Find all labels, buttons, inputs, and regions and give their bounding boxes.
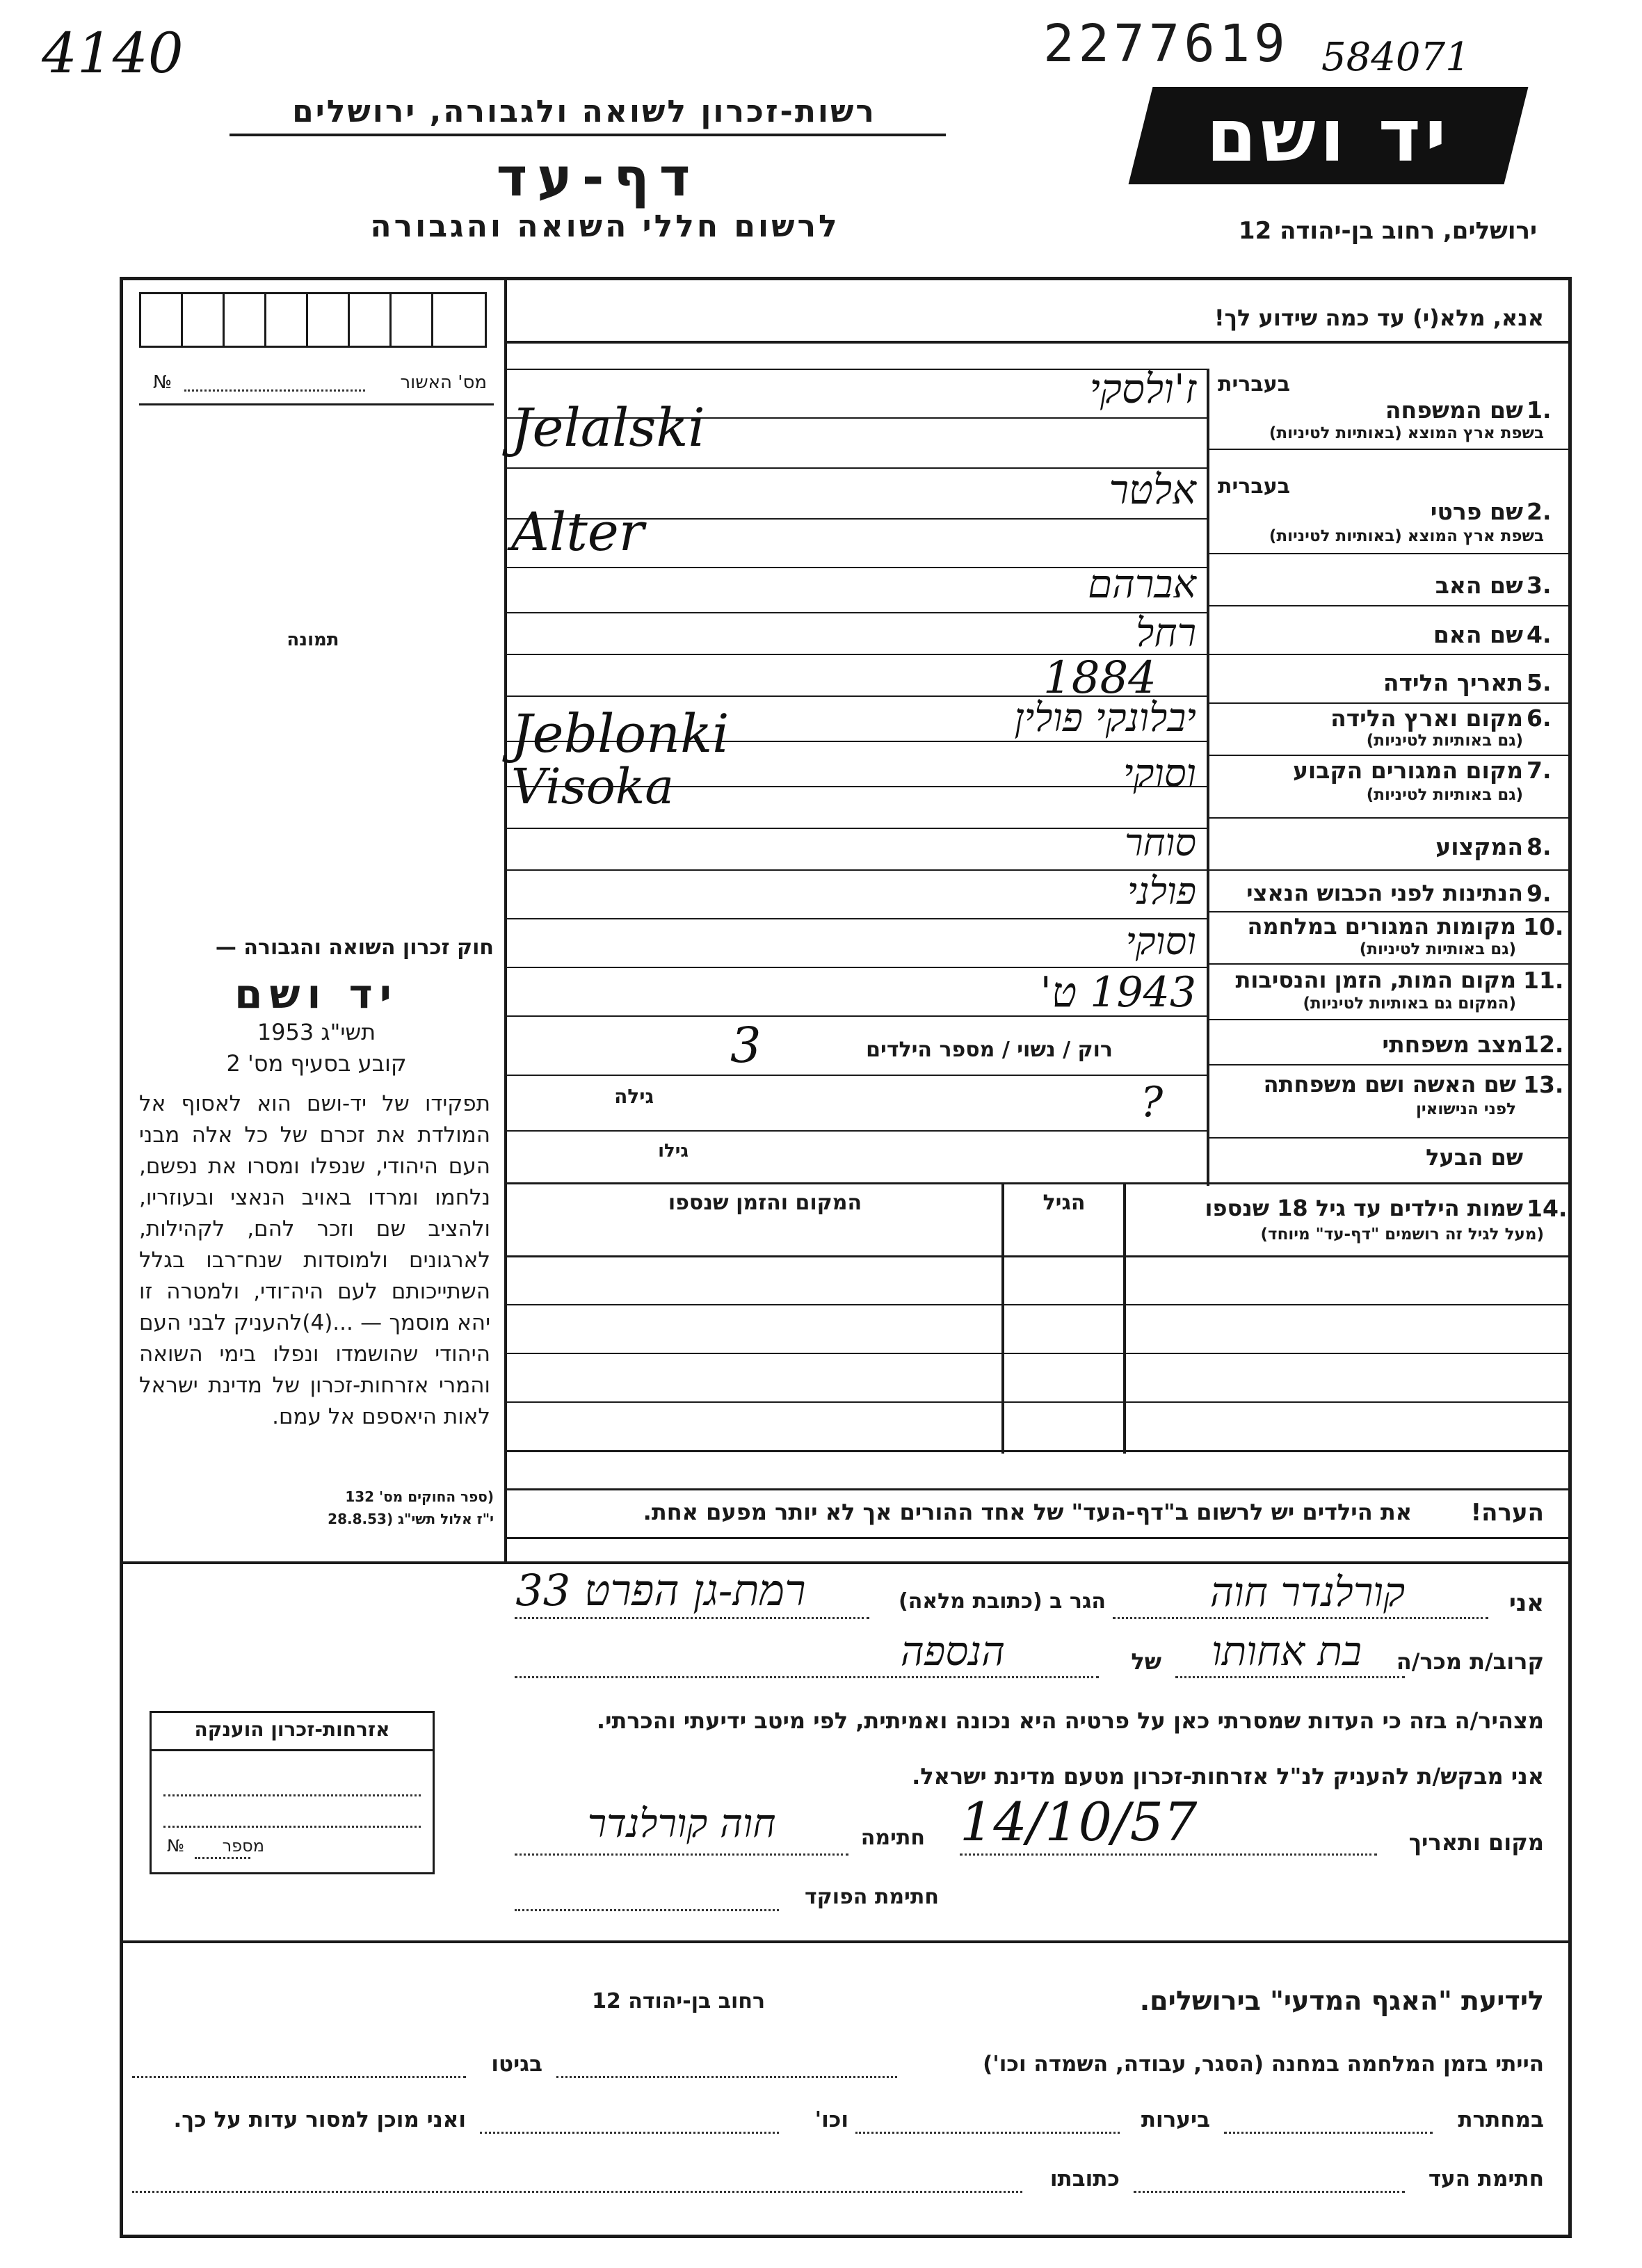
citizenship-number-label: מספר (222, 1836, 264, 1856)
f8-label: המקצוע (1435, 833, 1523, 860)
declarant-address[interactable]: רמת-גן הפרט 33 (515, 1565, 806, 1616)
place-date-label: מקום ותאריך (1408, 1829, 1544, 1856)
f8-value[interactable]: סוחר (1124, 821, 1196, 864)
f5-number: 5. (1527, 669, 1552, 696)
declarant-lives-label: הגר ב (כתובת מלאה) (898, 1589, 1106, 1614)
instruction: אנא, מלא(י) עד כמה שידוע לך! (1214, 305, 1544, 331)
law-ref2: י"ז אלול תשי"ג (28.8.53 (328, 1511, 494, 1527)
f14-label: שמות הילדים עד גיל 18 שנספו (1205, 1195, 1523, 1221)
footer-ghetto-field[interactable] (132, 2076, 466, 2078)
f3-label: שם האב (1435, 572, 1523, 599)
footer-witness-signature-field[interactable] (1134, 2191, 1405, 2193)
approval-no: № (153, 372, 172, 393)
approval-label: מס' האשור (400, 372, 487, 393)
f13-label: שם האשה ושם משפחתה (1263, 1071, 1516, 1097)
footer-title: לידיעת "האגף המדעי" בירושלים. (1139, 1986, 1544, 2016)
husband-age-label: גילו (658, 1141, 689, 1161)
footer-line3-a: חתימת העד (1428, 2166, 1544, 2191)
declarant-request: אני מבקש/ת להעניק לנ"ל אזרחות-זכרון מטעם מדינת ישראל. (912, 1763, 1544, 1790)
citizenship-title: אזרחות-זכרון הוענקה (194, 1718, 390, 1741)
footer-line2-c: וכו' (814, 2107, 848, 2132)
declarant-relative-label: קרוב/ת מכר/ה (1396, 1648, 1544, 1675)
clerk-label: חתימת הפוקד (805, 1885, 939, 1909)
f2-sub: בשפת ארץ המוצא (באותיות לטיניות) (1269, 527, 1544, 545)
f14-sub: (מעל לגיל זה רושמים "דף-עד" מיוחד) (1260, 1225, 1544, 1244)
note-text: את הילדים יש לרשום ב"דף-העד" של אחד ההורים אך לא יותר מפעם אחת. (643, 1499, 1412, 1525)
footer-address: רחוב בן-יהודה 12 (592, 1989, 765, 2013)
approval-field[interactable] (184, 389, 365, 392)
declarant-signature[interactable]: חוה קורלנדר (587, 1801, 776, 1847)
form-subtitle: לרשום חללי השואה והגבורה (370, 209, 840, 244)
f8-number: 8. (1527, 833, 1552, 860)
f14-col-age: הגיל (1043, 1191, 1086, 1215)
law-name: יד ושם (234, 970, 399, 1018)
f4-label: שם האם (1433, 621, 1523, 648)
archive-number: 2277619 (1043, 14, 1289, 74)
photo-label: תמונה (287, 629, 339, 650)
f2-hebrew-tag: בעברית (1218, 474, 1290, 499)
f5-label: תאריך הלידה (1383, 669, 1523, 696)
declarant-relation[interactable]: בת אחותו (1212, 1627, 1362, 1675)
f1-latin-value[interactable]: Jelalski (511, 396, 705, 458)
law-body: תפקידו של יד-ושם הוא לאסוף אל המולדת את זכרם של כל אלה מבני העם היהודי, שנפלו ומסרו את נפשם, נלחמו ומרדו באויב הנאצי ובעוזריו, ולהציב שם וזכר להם, לקהילות, לארגונים ולמוסדות שנח־רבו בגלל השתייכותם לעם היה־ודי, ולמטרה זו יהא מוסמך — ...(4)להעניק לבני העם היהודי שהושמדו ונפלו בימי השואה והמרי אזרחות-זכרון של מדינת ישראל לאות היאספם אל עמם. (139, 1091, 490, 1429)
footer-line2-b: ביערות (1141, 2107, 1210, 2132)
f2-number: 2. (1527, 498, 1552, 525)
f3-number: 3. (1527, 572, 1552, 599)
approval-strip (139, 292, 487, 348)
declarant-of-label: של (1131, 1648, 1161, 1675)
f12-label: מצב משפחתי (1382, 1031, 1523, 1058)
f7-latin-value[interactable]: Visoka (511, 758, 674, 815)
f2-label: שם פרטי (1430, 498, 1523, 525)
f11-label: מקום המות, הזמן והנסיבות (1235, 967, 1516, 993)
declarant-i-label: אני (1508, 1589, 1544, 1617)
f1-label: שם המשפחה (1385, 396, 1523, 424)
f10-value[interactable]: וסוקי (1125, 919, 1196, 963)
signature-label: חתימה (860, 1826, 925, 1850)
f14-col-place: המקום והזמן שנספו (668, 1191, 862, 1215)
f10-sub: (גם באותיות לטיניות) (1359, 940, 1516, 958)
husband-label: שם הבעל (1426, 1144, 1523, 1171)
f1-hebrew-tag: בעברית (1218, 372, 1290, 396)
footer-etc-field[interactable] (480, 2132, 779, 2134)
f2-latin-value[interactable]: Alter (511, 501, 645, 563)
address: ירושלים, רחוב בן-יהודה 12 (1238, 217, 1537, 245)
note-label: הערה! (1470, 1499, 1544, 1527)
f11-number: 11. (1523, 967, 1564, 994)
f1-hebrew-value[interactable]: ז'ולסקי (1089, 365, 1196, 412)
footer-line1-b: בגיטו (491, 2052, 542, 2077)
archive-number-extra: 584071 (1321, 35, 1470, 80)
authority-title: רשות-זכרון לשואה ולגבורה, ירושלים (292, 94, 876, 129)
f7-sub: (גם באותיות לטיניות) (1366, 786, 1523, 804)
f10-label: מקומות המגורים במלחמה (1247, 913, 1516, 940)
f13-number: 13. (1523, 1071, 1564, 1098)
corner-note: 4140 (42, 21, 184, 86)
f11-value[interactable]: 1943 ט' (1040, 968, 1196, 1017)
f9-value[interactable]: פולני (1127, 869, 1196, 913)
f3-value[interactable]: אברהם (1088, 562, 1196, 607)
f9-label: הנתינות לפני הכבוש הנאצי (1246, 880, 1523, 906)
footer-camp-field[interactable] (556, 2076, 897, 2078)
f4-number: 4. (1527, 621, 1552, 648)
clerk-field[interactable] (515, 1909, 779, 1911)
f10-number: 10. (1523, 913, 1564, 940)
f11-sub: (המקום גם באותיות לטיניות) (1303, 995, 1516, 1013)
f12-options: רוק / נשוי / מספר הילדים (866, 1038, 1113, 1062)
declarant-name[interactable]: קורלנדר חוה (1209, 1568, 1406, 1616)
footer-forest-field[interactable] (855, 2132, 1120, 2134)
declarant-declare: מצהיר/ה בזה כי העדות שמסרתי כאן על פרטיה היא נכונה ואמיתית, לפי מיטב ידיעתי והכרתי. (596, 1707, 1544, 1734)
declarant-of-value[interactable]: הנספה (900, 1627, 1006, 1675)
law-year: תשי"ג 1953 (257, 1019, 376, 1045)
law-ref1: (ספר החוקים מס' 132 (345, 1488, 494, 1505)
f13-sub: לפני הנישואין (1416, 1100, 1516, 1118)
f6-latin-value[interactable]: Jeblonki (511, 702, 730, 764)
f6-value[interactable]: יבלונקי פולין (1014, 695, 1196, 741)
f4-value[interactable]: רחל (1136, 611, 1196, 656)
footer-line2-d: ואני מוכן למסור עדות על כך. (173, 2107, 466, 2132)
f7-label: מקום המגורים הקבוע (1292, 757, 1523, 784)
declarant-date[interactable]: 14/10/57 (960, 1791, 1198, 1853)
f7-number: 7. (1527, 757, 1552, 784)
f9-number: 9. (1527, 880, 1552, 907)
f13-age-value[interactable]: ? (1141, 1078, 1164, 1127)
f6-sub: (גם באותיות לטיניות) (1366, 732, 1523, 750)
footer-line2-a: במחתרת (1458, 2107, 1544, 2132)
f6-label: מקום וארץ הלידה (1330, 705, 1523, 732)
f13-age-label: גילה (614, 1085, 654, 1108)
footer-underground-field[interactable] (1224, 2132, 1433, 2134)
f1-number: 1. (1527, 396, 1552, 424)
citizenship-no: № (167, 1836, 184, 1856)
f14-number: 14. (1527, 1195, 1568, 1222)
form-title: דף-עד (496, 146, 700, 208)
f6-number: 6. (1527, 705, 1552, 732)
footer-witness-address-field[interactable] (132, 2191, 1022, 2193)
f7-value[interactable]: וסוקי (1122, 751, 1196, 796)
f1-sub: בשפת ארץ המוצא (באותיות לטיניות) (1269, 424, 1544, 442)
law-clause: קובע בסעיף מס' 2 (226, 1050, 407, 1077)
f12-value[interactable]: 3 (730, 1017, 762, 1074)
footer-line1-a: הייתי בזמן המלחמה במחנה (הסגר, עבודה, השמדה וכו') (983, 2052, 1544, 2077)
f12-number: 12. (1523, 1031, 1564, 1058)
logo-text: יד ושם (1206, 93, 1451, 178)
f2-hebrew-value[interactable]: אלטר (1109, 466, 1196, 513)
footer-line3-b: כתובתו (1049, 2166, 1120, 2191)
law-title: חוק זכרון השואה והגבורה — (215, 935, 494, 960)
f5-value[interactable]: 1884 (1043, 652, 1157, 704)
